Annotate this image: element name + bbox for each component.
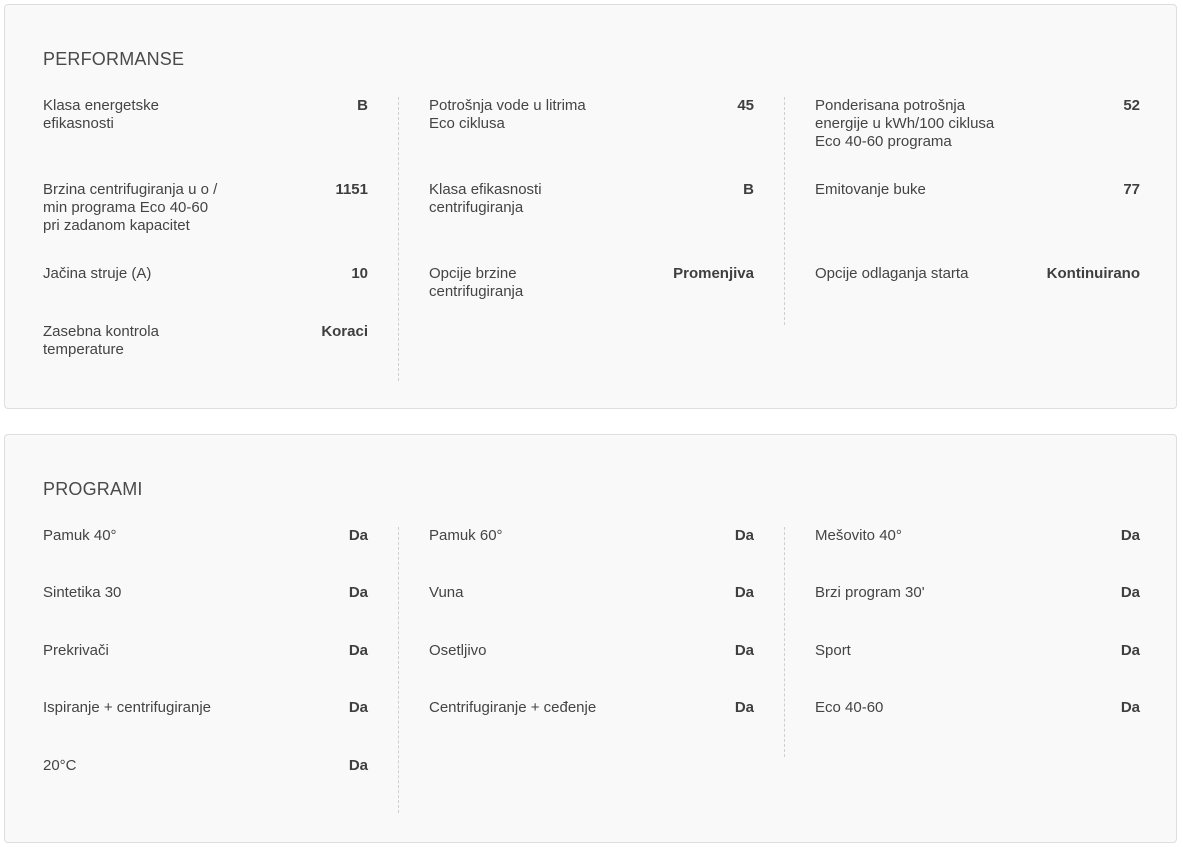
spec-label: Mešovito 40° (815, 527, 902, 544)
spec-value: 10 (351, 265, 368, 282)
spec-value: 45 (737, 97, 754, 114)
spec-value: Da (1120, 642, 1140, 659)
spec-label: 20°C (43, 757, 77, 774)
spec-value: Da (734, 584, 754, 601)
spec-label: Osetljivo (429, 642, 487, 659)
spec-value: Koraci (321, 323, 368, 340)
column-divider (398, 97, 399, 381)
spec-label: Opcije odlaganja starta (815, 265, 969, 282)
spec-label: Potrošnja vode u litrima Eco ciklusa (429, 97, 586, 132)
spec-value: 77 (1123, 181, 1140, 198)
spec-label: Centrifugiranje + ceđenje (429, 699, 597, 716)
spec-label: Opcije brzine centrifugiranja (429, 265, 524, 300)
spec-label: Klasa efikasnosti centrifugiranja (429, 181, 542, 216)
spec-value: Da (348, 642, 368, 659)
spec-value: Da (348, 527, 368, 544)
column-divider (784, 97, 785, 325)
performanse-panel (4, 4, 1177, 409)
spec-value: Da (1120, 527, 1140, 544)
spec-value: Da (734, 527, 754, 544)
programi-title: PROGRAMI (43, 479, 143, 499)
spec-value: B (743, 181, 754, 198)
spec-value: Da (1120, 584, 1140, 601)
spec-label: Vuna (429, 584, 464, 601)
spec-value: Da (348, 757, 368, 774)
spec-value: Da (734, 699, 754, 716)
spec-value: Da (734, 642, 754, 659)
spec-label: Emitovanje buke (815, 181, 926, 198)
spec-label: Sintetika 30 (43, 584, 122, 601)
spec-label: Brzi program 30' (815, 584, 925, 601)
spec-label: Eco 40-60 (815, 699, 884, 716)
spec-label: Jačina struje (A) (43, 265, 152, 282)
spec-value: B (357, 97, 368, 114)
spec-label: Pamuk 40° (43, 527, 117, 544)
spec-value: Da (348, 584, 368, 601)
spec-value: 52 (1123, 97, 1140, 114)
spec-label: Ponderisana potrošnja energije u kWh/100 ciklusa Eco 40-60 programa (815, 97, 995, 150)
spec-value: Kontinuirano (1046, 265, 1140, 282)
spec-label: Pamuk 60° (429, 527, 503, 544)
spec-value: 1151 (335, 181, 368, 198)
performanse-title: PERFORMANSE (43, 49, 185, 69)
programi-panel (4, 434, 1177, 843)
spec-label: Zasebna kontrola temperature (43, 323, 159, 358)
spec-label: Sport (815, 642, 851, 659)
spec-label: Klasa energetske efikasnosti (43, 97, 159, 132)
spec-value: Da (348, 699, 368, 716)
spec-value: Da (1120, 699, 1140, 716)
spec-value: Promenjiva (673, 265, 754, 282)
spec-label: Prekrivači (43, 642, 109, 659)
column-divider (398, 527, 399, 813)
spec-label: Ispiranje + centrifugiranje (43, 699, 212, 716)
column-divider (784, 527, 785, 757)
spec-label: Brzina centrifugiranja u o / min programa Eco 40-60 pri zadanom kapacitet (43, 181, 218, 234)
